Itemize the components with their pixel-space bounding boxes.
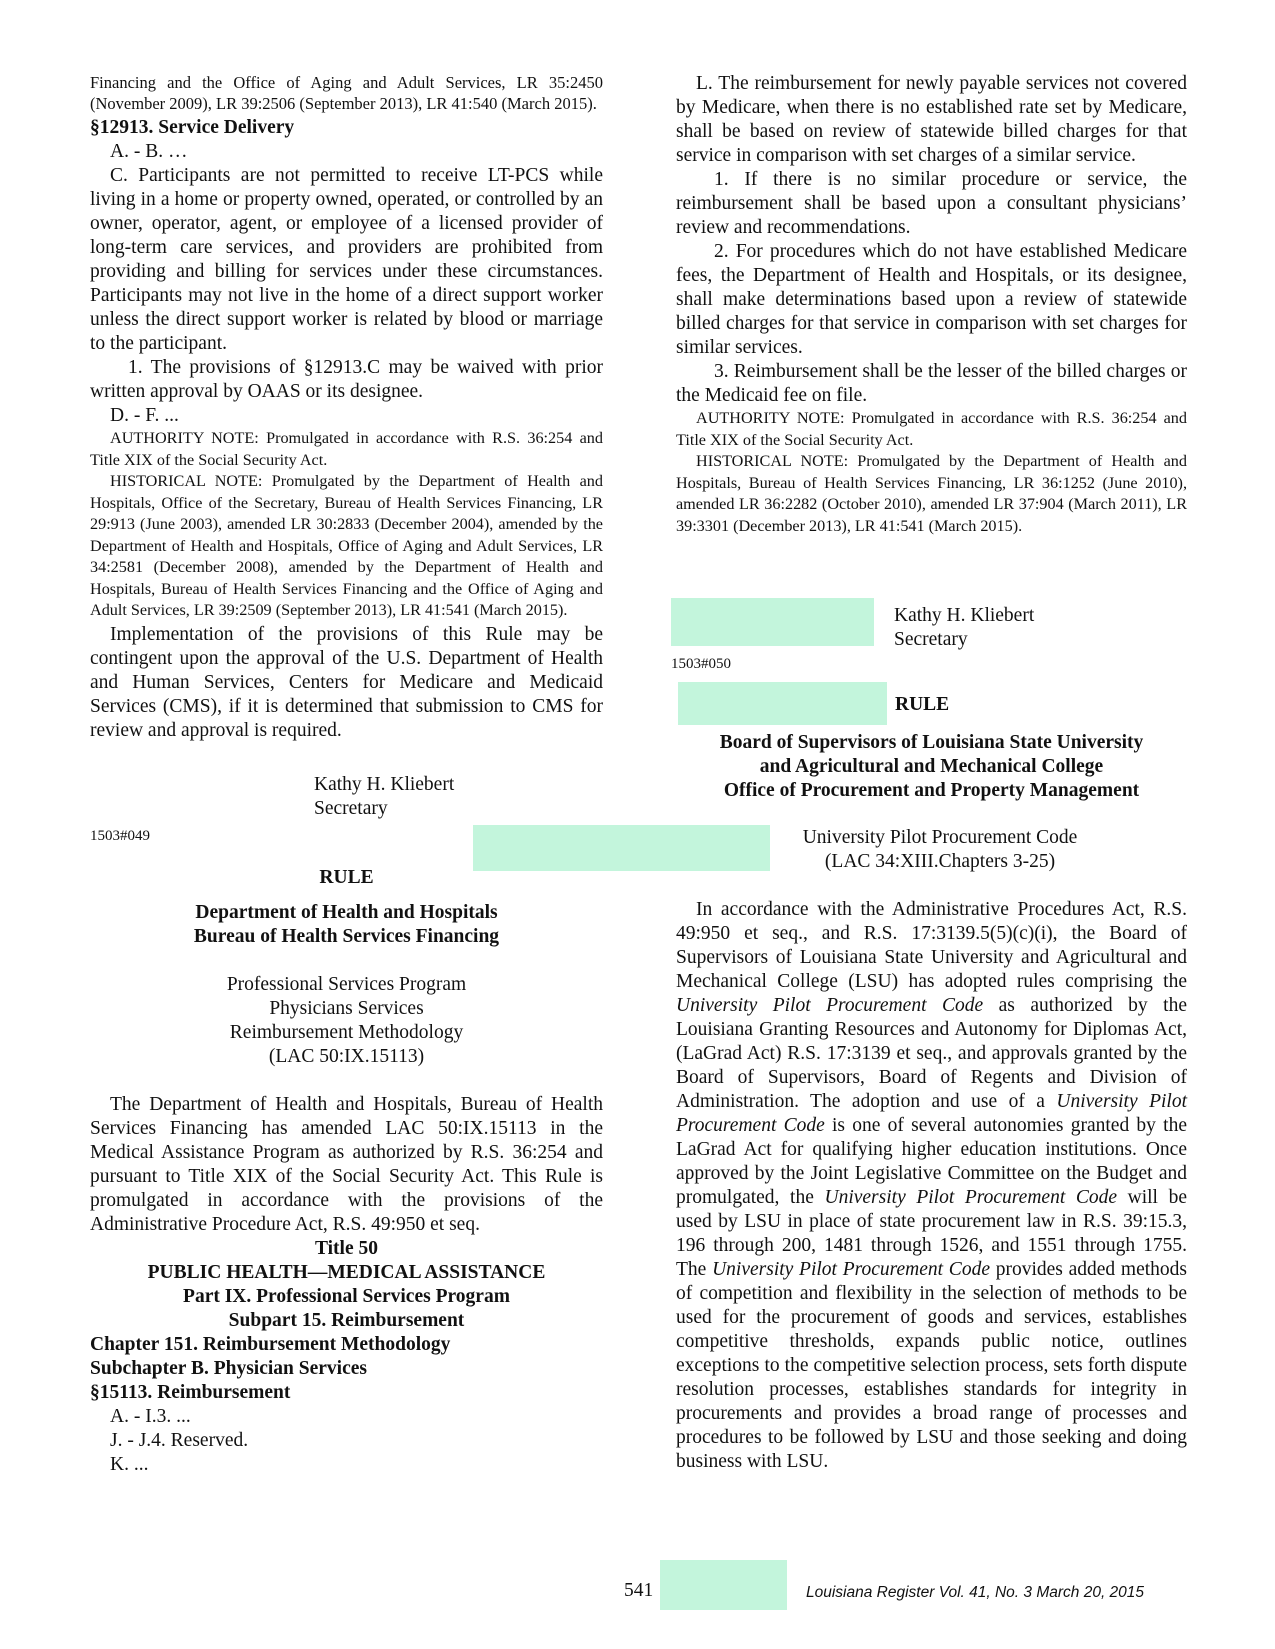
subject-line-4: (LAC 50:IX.15113)	[268, 1045, 425, 1067]
subject-line-1: Professional Services Program	[226, 973, 467, 995]
paragraph-d-f: D. - F. ...	[110, 405, 179, 426]
redaction-block-right-rule	[678, 682, 887, 725]
code-subject-line-1: University Pilot Procurement Code	[802, 827, 1078, 848]
code-subject-line-2: (LAC 34:XIII.Chapters 3-25)	[824, 851, 1056, 872]
subpart-15-heading: Subpart 15. Reimbursement	[228, 1309, 465, 1331]
paragraph-a-i3: A. - I.3. ...	[110, 1405, 191, 1427]
left-history-continuation: Financing and the Office of Aging and Adult Services, LR 35:2450 (November 2009), LR 39:2506 (September 2013), LR 41:540 (March 2015).	[90, 73, 603, 113]
paragraph-l1: 1. If there is no similar procedure or service, the reimbursement shall be based upon a consultant physicians’ review and recommendations.	[676, 169, 1187, 238]
paragraph-j-j4: J. - J.4. Reserved.	[110, 1429, 249, 1451]
body-part-e: provides added methods of competition and flexibility in the selection of methods to be used for the procurement of goods and services, establishes competitive thresholds, expands public notice, outlines exceptions to the competitive selection process, sets forth dispute resolution processes, establishes standards for integrity in procurements and provides a broad range of processes and procedures to be followed by LSU and those seeking and doing business with LSU.	[676, 1259, 1187, 1472]
paragraph-l2: 2. For procedures which do not have established Medicare fees, the Department of Health and Hospitals, or its designee, shall make determinations based upon a review of statewide billed charges for that service in comparison with set charges for similar services.	[676, 241, 1187, 358]
section-12913-heading: §12913. Service Delivery	[90, 117, 295, 138]
public-health-heading: PUBLIC HEALTH—MEDICAL ASSISTANCE	[147, 1261, 546, 1283]
agency-line-2: Bureau of Health Services Financing	[193, 925, 500, 947]
implementation-paragraph: Implementation of the provisions of this Rule may be contingent upon the approval of the U.S. Department of Health and Human Services, Centers for Medicare and Medicaid Services (CMS), if it is determined that submission to CMS for review and approval is required.	[90, 623, 603, 741]
paragraph-l: L. The reimbursement for newly payable services not covered by Medicare, when there is no established rate set by Medicare, shall be based on review of statewide billed charges for that service in comparison with set charges of a similar service.	[676, 73, 1187, 166]
body-part-d: will be used by LSU in place of state procurement law in R.S. 39:15.3, 196 through 200, 1481 through 1526, and 1551 through 1755. The	[676, 1187, 1187, 1280]
left-rule-heading: RULE	[319, 866, 374, 888]
subject-line-2: Physicians Services	[269, 997, 424, 1019]
board-line-2: and Agricultural and Mechanical College	[759, 756, 1104, 777]
journal-citation: Louisiana Register Vol. 41, No. 3 March 20, 2015	[806, 1584, 1145, 1601]
section-15113-heading: §15113. Reimbursement	[90, 1381, 291, 1403]
body-part-b: as authorized by the Louisiana Granting Resources and Autonomy for Diplomas Act, (LaGrad Act) R.S. 17:3139 et seq., and approvals granted by the Board of Supervisors, Board of Regents and Division of Administration. The adoption and use of a	[676, 995, 1187, 1112]
board-heading	[676, 731, 1187, 803]
chapter-151-heading: Chapter 151. Reimbursement Methodology	[90, 1333, 451, 1355]
redaction-block-right-signature	[671, 598, 874, 646]
right-document-number: 1503#050	[671, 656, 731, 672]
redaction-block-footer	[660, 1560, 787, 1610]
left-signature-name: Kathy H. Kliebert	[314, 773, 455, 795]
left-authority-note: AUTHORITY NOTE: Promulgated in accordance with R.S. 36:254 and Title XIX of the Social Security Act.	[90, 429, 603, 469]
lsu-body-paragraph	[676, 898, 1187, 1474]
code-name-4: University Pilot Procurement Code	[712, 1259, 990, 1280]
left-column	[90, 72, 603, 1477]
board-line-3: Office of Procurement and Property Management	[723, 780, 1140, 801]
code-name-2: University Pilot Procurement Code	[676, 1091, 1188, 1136]
left-historical-note: HISTORICAL NOTE: Promulgated by the Department of Health and Hospitals, Office of the Secretary, Bureau of Health Services Financing, LR 29:913 (June 2003), amended LR 30:2833 (December 2004), amended by the Department of Health and Hospitals, Office of Aging and Adult Services, LR 34:2581 (December 2008), amended by the Department of Health and Hospitals, Bureau of Health Services Financing and the Office of Aging and Adult Services, LR 39:2509 (September 2013), LR 41:541 (March 2015).	[90, 472, 603, 619]
code-name-1: University Pilot Procurement Code	[676, 995, 984, 1016]
left-signature-title: Secretary	[314, 797, 388, 819]
subject-line-3: Reimbursement Methodology	[229, 1021, 464, 1043]
paragraph-c1: 1. The provisions of §12913.C may be waived with prior written approval by OAAS or its designee.	[90, 357, 603, 402]
right-signature-name: Kathy H. Kliebert	[894, 605, 1035, 626]
left-document-number: 1503#049	[90, 827, 150, 844]
paragraph-c: C. Participants are not permitted to receive LT-PCS while living in a home or property owned, operated, or controlled by an owner, operator, agent, or employee of a licensed provider of long-term care services, and providers are prohibited from providing and billing for services under these circumstances. Participants may not live in the home of a direct support worker unless the direct support worker is related by blood or marriage to the participant.	[90, 165, 603, 354]
paragraph-l3: 3. Reimbursement shall be the lesser of the billed charges or the Medicaid fee on file.	[676, 361, 1187, 406]
title-50-heading: Title 50	[314, 1237, 378, 1259]
code-subject	[770, 826, 1110, 874]
board-line-1: Board of Supervisors of Louisiana State University	[719, 732, 1144, 753]
right-column	[676, 72, 1187, 537]
right-signature-title: Secretary	[894, 629, 968, 650]
body-part-a: In accordance with the Administrative Procedures Act, R.S. 49:950 et seq., and R.S. 17:3139.5(5)(c)(i), the Board of Supervisors of Louisiana State University and Agricultural and Mechanical College (LSU) has adopted rules comprising the	[676, 899, 1187, 992]
intro-paragraph: The Department of Health and Hospitals, Bureau of Health Services Financing has amended LAC 50:IX.15113 in the Medical Assistance Program as authorized by R.S. 36:254 and pursuant to Title XIX of the Social Security Act. This Rule is promulgated in accordance with the provisions of the Administrative Procedure Act, R.S. 49:950 et seq.	[90, 1093, 603, 1235]
paragraph-k: K. ...	[110, 1453, 149, 1475]
right-authority-note: AUTHORITY NOTE: Promulgated in accordance with R.S. 36:254 and Title XIX of the Social Security Act.	[676, 409, 1187, 449]
part-ix-heading: Part IX. Professional Services Program	[183, 1285, 510, 1307]
subchapter-b-heading: Subchapter B. Physician Services	[90, 1357, 367, 1379]
code-name-3: University Pilot Procurement Code	[824, 1187, 1118, 1208]
right-historical-note: HISTORICAL NOTE: Promulgated by the Department of Health and Hospitals, Bureau of Health Services Financing, LR 36:1252 (June 2010), amended LR 36:2282 (October 2010), amended LR 37:904 (March 2011), LR 39:3301 (December 2013), LR 41:541 (March 2015).	[676, 452, 1187, 535]
right-rule-heading: RULE	[895, 694, 950, 715]
page-number: 541	[624, 1580, 654, 1601]
agency-line-1: Department of Health and Hospitals	[195, 901, 498, 923]
paragraph-a-b: A. - B. …	[110, 141, 188, 162]
body-part-c: is one of several autonomies granted by the LaGrad Act for qualifying higher education institutions. Once approved by the Joint Legislative Committee on the Budget and promulgated, the	[676, 1115, 1187, 1208]
